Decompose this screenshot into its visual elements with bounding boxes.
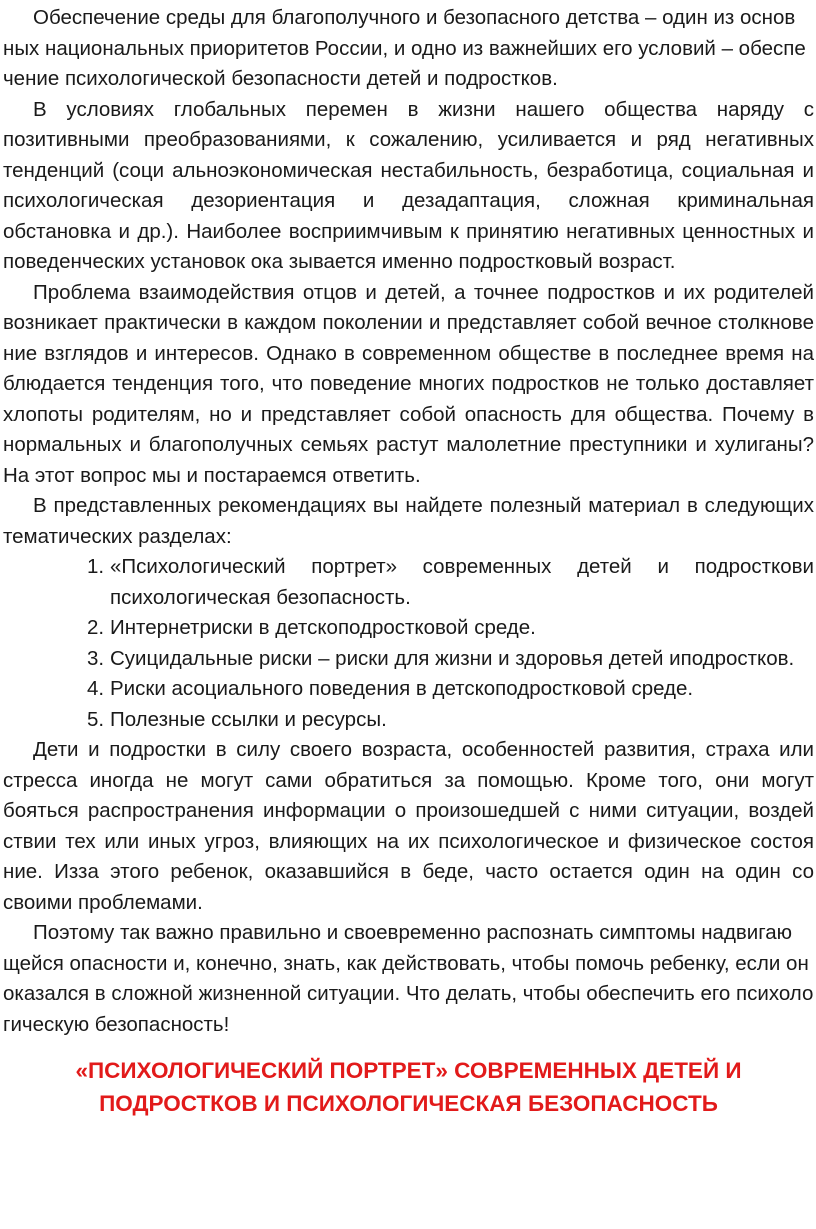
list-item-number: 1. bbox=[87, 555, 105, 578]
section-heading: «ПСИХОЛОГИЧЕСКИЙ ПОРТРЕТ» СОВРЕМЕННЫХ ДЕТЕЙ И ПОДРОСТКОВ И ПСИХОЛОГИЧЕСКАЯ БЕЗОПАСНОСТЬ bbox=[75, 1058, 742, 1116]
list-item bbox=[87, 674, 814, 705]
sections-list bbox=[3, 552, 814, 735]
list-item bbox=[87, 705, 814, 736]
list-item-number: 4. bbox=[87, 677, 105, 700]
list-item-text: «Психологический портрет» современных детей и подросткови психологическая безопасность. bbox=[110, 555, 814, 609]
list-item bbox=[87, 644, 814, 675]
list-item-text: Суицидальные риски – риски для жизни и здоровья детей иподростков. bbox=[110, 646, 795, 670]
paragraph-recommendations-intro: В представленных рекомендациях вы найдете полезный материал в следующих тематических разделах: bbox=[3, 494, 814, 548]
list-item bbox=[87, 613, 814, 644]
list-item bbox=[87, 552, 814, 613]
list-item-text: Интернетриски в детскоподростковой среде. bbox=[110, 616, 536, 639]
paragraph-intro: Обеспечение среды для благополучного и безопасного детства – один из основ ных национальных приоритетов России, и одно из важнейших его условий – обеспе чение психологической безопасности детей и подростков. bbox=[3, 6, 806, 90]
list-item-text: Риски асоциального поведения в детскоподростковой среде. bbox=[110, 677, 694, 700]
list-item-text: Полезные ссылки и ресурсы. bbox=[110, 707, 387, 731]
list-item-number: 2. bbox=[87, 616, 105, 639]
list-item-number: 5. bbox=[87, 707, 105, 731]
paragraph-children-help: Дети и подростки в силу своего возраста, особенностей развития, страха или стресса иногда не могут сами обратиться за помощью. Кроме того, они могут бояться распространения информации о произошедшей с ними ситуации, воздей ствии тех или иных угроз, влияющих на их психологическое и физическое состоя ние. Изза этого ребенок, оказавшийся в беде, часто остается один на один со своими проблемами. bbox=[3, 738, 814, 914]
paragraph-parents-children: Проблема взаимодействия отцов и детей, а точнее подростков и их родителей возникает практически в каждом поколении и представляет собой вечное столкнове ние взглядов и интересов. Однако в современном обществе в последнее время на блюдается тенденция того, что поведение многих подростков не только доставляет хлопоты родителям, но и представляет собой опасность для общества. Почему в нормальных и благополучных семьях растут малолетние преступники и хулиганы? На этот вопрос мы и постараемся ответить. bbox=[3, 280, 814, 487]
list-item-number: 3. bbox=[87, 646, 105, 670]
paragraph-global-changes: В условиях глобальных перемен в жизни нашего общества наряду с позитивными преобразованиями, к сожалению, усиливается и ряд негативных тенденций (соци альноэкономическая нестабильность, безработица, социальная и психологическая дезориентация и дезадаптация, сложная криминальная обстановка и др.). Наиболее восприимчивым к принятию негативных ценностных и поведенческих установок ока зывается именно подростковый возраст. bbox=[3, 97, 814, 273]
paragraph-recognize-symptoms: Поэтому так важно правильно и своевременно распознать симптомы надвигаю щейся опасности и, конечно, знать, как действовать, чтобы помочь ребенку, если он оказался в сложной жизненной ситуации. Что делать, чтобы обеспечить его психоло гическую безопасность! bbox=[3, 921, 814, 1036]
